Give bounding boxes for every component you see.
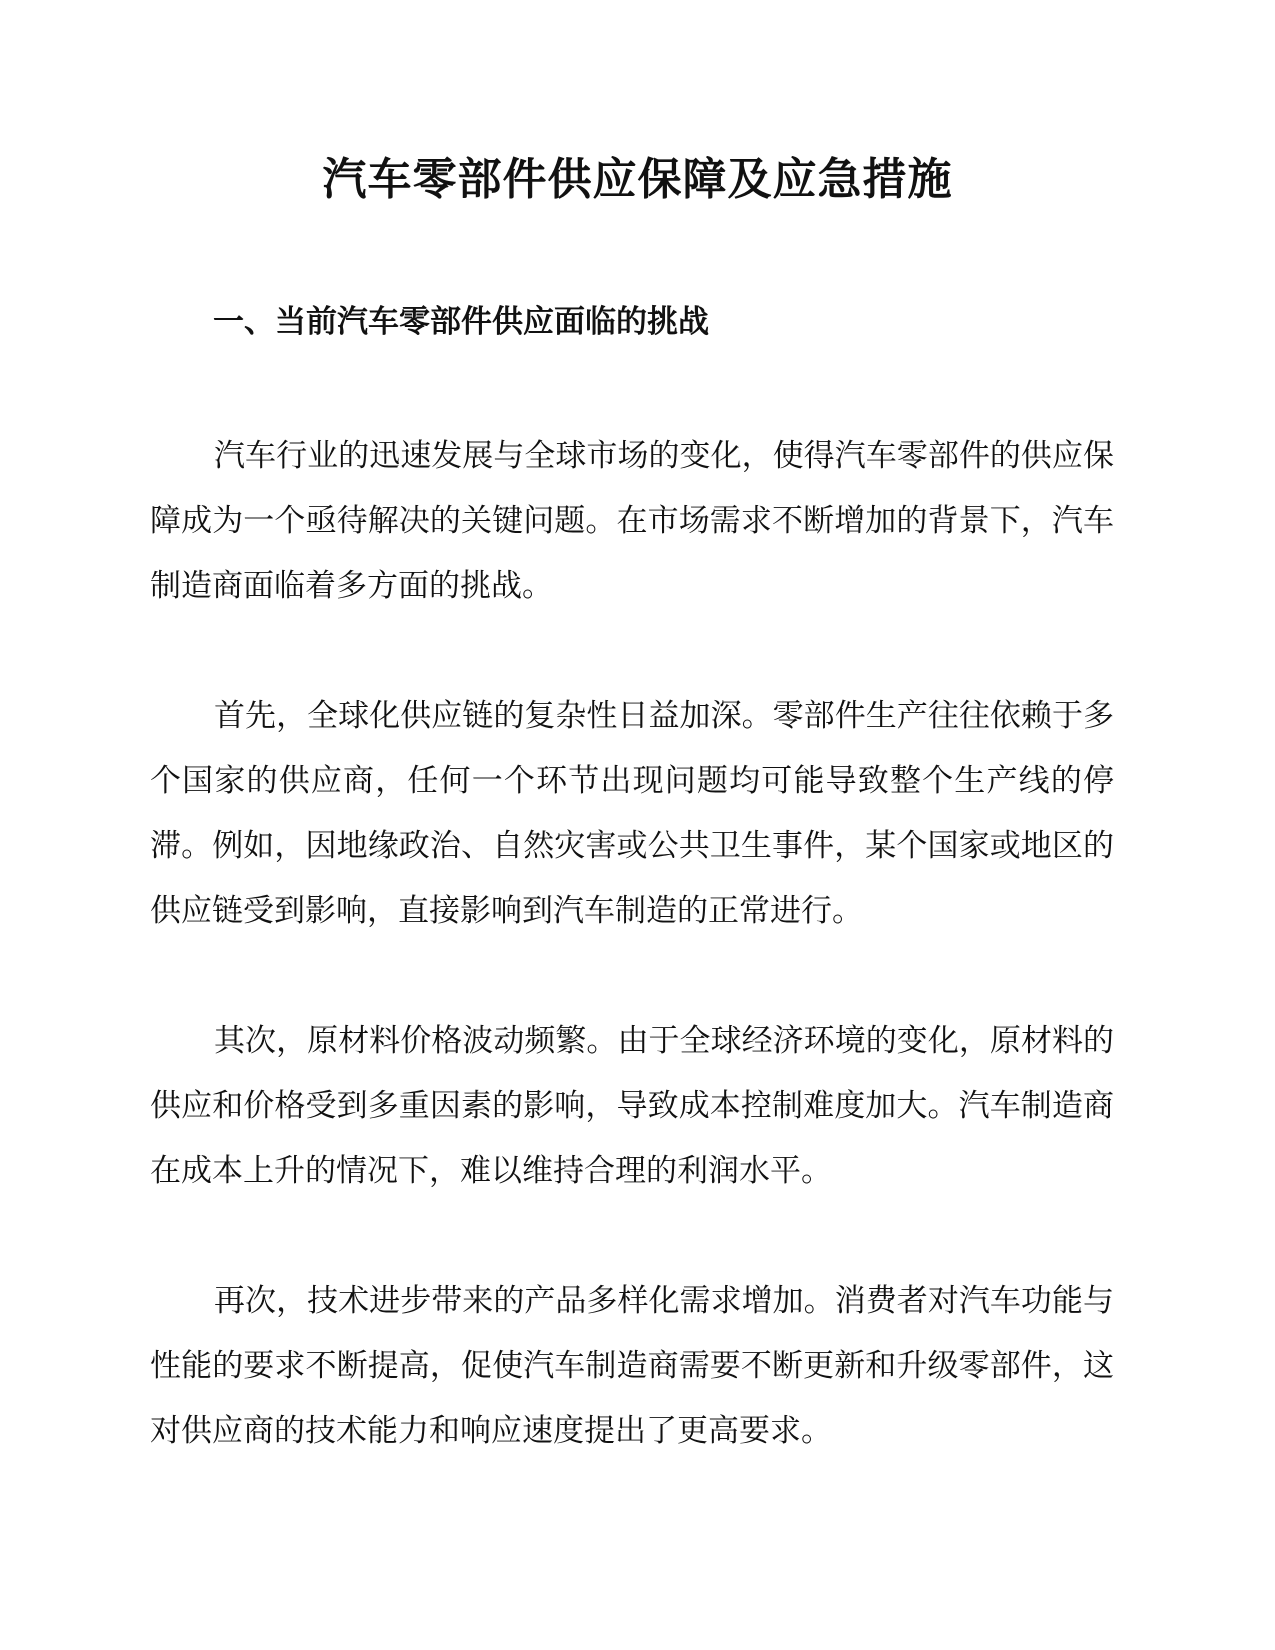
section-heading: 一、当前汽车零部件供应面临的挑战 [213,304,709,340]
page-title: 汽车零部件供应保障及应急措施 [322,154,953,205]
paragraph-4: 再次，技术进步带来的产品多样化需求增加。消费者对汽车功能与性能的要求不断提高，促使汽车制造商需要不断更新和升级零部件，这对供应商的技术能力和响应速度提出了更高要求。 [150,1283,1114,1449]
paragraph-3: 其次，原材料价格波动频繁。由于全球经济环境的变化，原材料的供应和价格受到多重因素的影响，导致成本控制难度加大。汽车制造商在成本上升的情况下，难以维持合理的利润水平。 [150,1023,1114,1189]
paragraph-2: 首先，全球化供应链的复杂性日益加深。零部件生产往往依赖于多个国家的供应商，任何一个环节出现问题均可能导致整个生产线的停滞。例如，因地缘政治、自然灾害或公共卫生事件，某个国家或地区的供应链受到影响，直接影响到汽车制造的正常进行。 [150,698,1114,929]
paragraph-1: 汽车行业的迅速发展与全球市场的变化，使得汽车零部件的供应保障成为一个亟待解决的关键问题。在市场需求不断增加的背景下，汽车制造商面临着多方面的挑战。 [150,438,1114,604]
